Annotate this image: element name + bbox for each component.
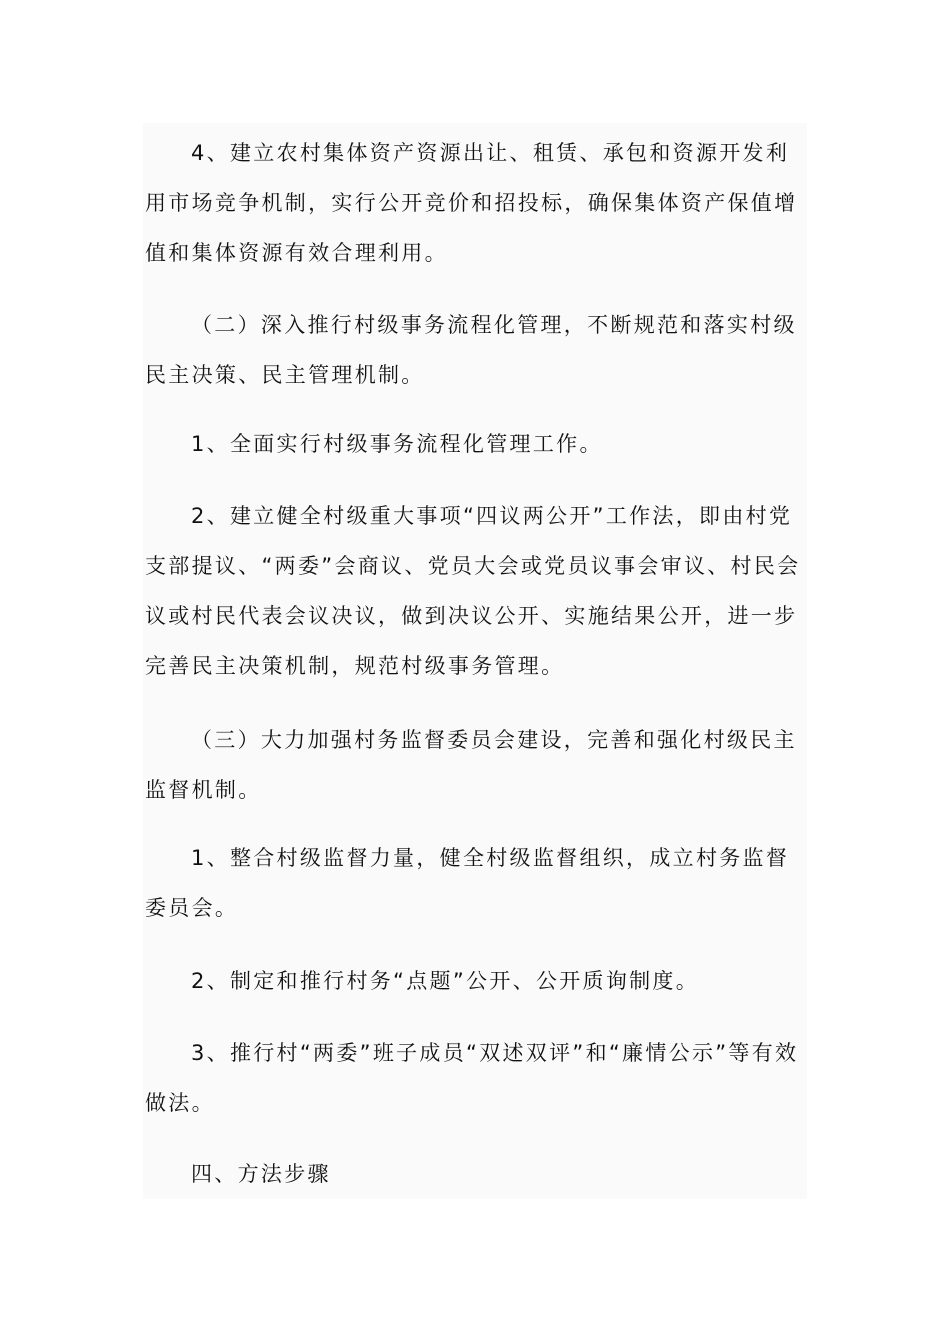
section-heading-2: （二）深入推行村级事务流程化管理，不断规范和落实村级民主决策、民主管理机制。 [145,313,797,387]
section-heading-3: （三）大力加强村务监督委员会建设，完善和强化村级民主监督机制。 [145,728,797,802]
paragraph-inquiry-system: 2、制定和推行村务“点题”公开、公开质询制度。 [191,969,700,993]
paragraph-double-review: 3、推行村“两委”班子成员“双述双评”和“廉情公示”等有效做法。 [145,1041,799,1115]
document-body [143,123,807,1199]
paragraph-four-discussions: 2、建立健全村级重大事项“四议两公开”工作法，即由村党支部提议、“两委”会商议、党员大会或党员议事会审议、村民会议或村民代表会议决议，做到决议公开、实施结果公开，进一步完善民主决策机制，规范村级事务管理。 [145,504,801,678]
paragraph-process-management: 1、全面实行村级事务流程化管理工作。 [191,432,603,456]
paragraph-supervision-committee: 1、整合村级监督力量，健全村级监督组织，成立村务监督委员会。 [145,846,790,920]
section-heading-4: 四、方法步骤 [191,1162,331,1186]
paragraph-asset-competition: 4、建立农村集体资产资源出让、租赁、承包和资源开发利用市场竞争机制，实行公开竞价和招投标，确保集体资产保值增值和集体资源有效合理利用。 [145,141,798,265]
